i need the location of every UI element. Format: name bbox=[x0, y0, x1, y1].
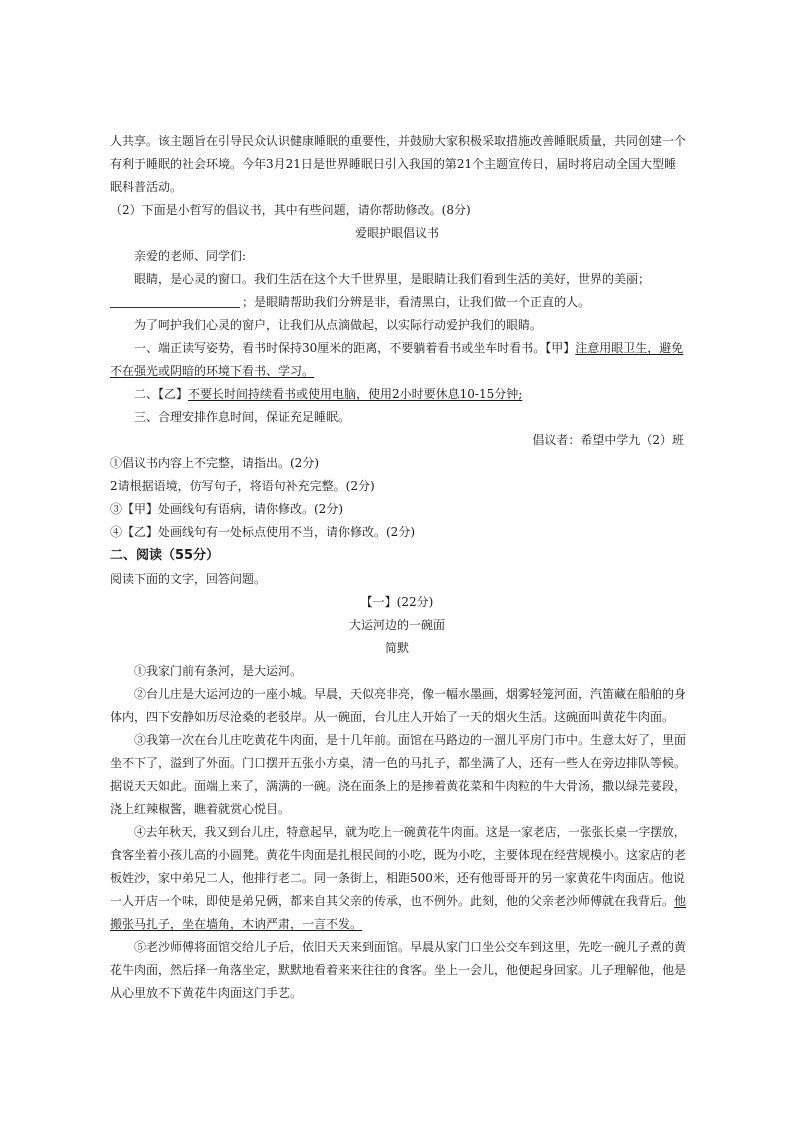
article-paragraph-2-line-2: 体内，四下安静如历尽沧桑的老驳岸。从一碗面，台儿庄人开始了一天的烟火生活。这碗面叫黄花牛肉面。 bbox=[110, 710, 675, 724]
paragraph-4-underlined-end: 搬张马扎子，坐在墙角，木讷严肃，一言不发。 bbox=[110, 917, 363, 931]
article-title: 大运河边的一碗面 bbox=[348, 618, 445, 632]
proposal-paragraph-1-line-1: 眼睛，是心灵的窗口。我们生活在这个大千世界里，是眼睛让我们看到生活的美好，世界的美丽； bbox=[134, 272, 651, 286]
proposal-item-1-line-1 bbox=[134, 340, 683, 356]
proposal-item-2 bbox=[134, 386, 522, 402]
article-paragraph-4-line-4 bbox=[110, 893, 686, 909]
article-author: 简默 bbox=[384, 641, 409, 655]
article-paragraph-3-line-3: 据说天天如此。面端上来了，满满的一碗。浇在面条上的是掺着黄花菜和牛肉粒的牛大骨汤，撒以绿芫荽段， bbox=[110, 779, 687, 793]
intro-line-2: 有利于睡眠的社会环境。今年3月21日是世界睡眠日引入我国的第21个主题宣传日，届时将启动全国大型睡 bbox=[110, 157, 677, 171]
intro-line-1: 人共享。该主题旨在引导民众认识健康睡眠的重要性，并鼓励大家积极采取措施改善睡眠质量，共同创建一个 bbox=[110, 134, 687, 148]
paragraph-4-underlined-start: 他 bbox=[674, 894, 687, 908]
proposal-greeting: 亲爱的老师、同学们: bbox=[134, 249, 247, 263]
article-paragraph-5-line-2: 花牛肉面，然后择一角落坐定，默默地看着来来往往的食客。坐上一会儿，他便起身回家。儿子理解他，他是 bbox=[110, 963, 687, 977]
fill-in-blank[interactable] bbox=[110, 295, 240, 308]
proposal-signature: 倡议者：希望中学九（2）班 bbox=[532, 433, 684, 447]
intro-line-3: 眠科普活动。 bbox=[110, 180, 183, 194]
proposal-item-3: 三、合理安排作息时间，保证充足睡眠。 bbox=[134, 410, 351, 424]
article-paragraph-1: ①我家门前有条河，是大运河。 bbox=[134, 664, 303, 678]
article-paragraph-4-line-2: 食客坐着小孩儿高的小圆凳。黄花牛肉面是扎根民间的小吃，既为小吃，主要体现在经营规模小。这家店的老 bbox=[110, 848, 687, 862]
article-paragraph-4-line-3: 板姓沙，家中弟兄二人，他排行老二。同一条街上，相距500米，还有他哥哥开的另一家黄花牛肉面店。他说 bbox=[110, 871, 685, 885]
reading-part-label: 【一】(22分) bbox=[360, 595, 434, 609]
proposal-item-1-text: 一、端正读写姿势，看书时保持30厘米的距离，不要躺着看书或坐车时看书。【甲】 bbox=[134, 341, 576, 355]
sub-question-3: ③【甲】处画线句有语病，请你修改。(2分) bbox=[110, 502, 343, 516]
proposal-paragraph-1-continuation: ；是眼睛帮助我们分辨是非，看清黑白，让我们做一个正直的人。 bbox=[242, 295, 591, 309]
item-2-label: 二、【乙】 bbox=[134, 387, 189, 401]
proposal-paragraph-2: 为了呵护我们心灵的窗户，让我们从点滴做起，以实际行动爱护我们的眼睛。 bbox=[134, 318, 543, 332]
article-paragraph-4-line-1: ④去年秋天，我又到台儿庄，特意起早，就为吃上一碗黄花牛肉面。这是一家老店，一张张长桌一字摆放， bbox=[134, 825, 686, 839]
sub-question-1: ①倡议书内容上不完整，请指出。(2分) bbox=[110, 456, 319, 470]
article-paragraph-3-line-1: ③我第一次在台儿庄吃黄花牛肉面，是十几年前。面馆在马路边的一溜儿平房门市中。生意太好了，里面 bbox=[134, 733, 687, 747]
reading-instruction: 阅读下面的文字，回答问题。 bbox=[110, 572, 267, 586]
sub-question-4: ④【乙】处画线句有一处标点使用不当，请你修改。(2分) bbox=[110, 525, 416, 539]
article-paragraph-2-line-1: ②台儿庄是大运河边的一座小城。早晨，天似亮非亮，像一幅水墨画，烟雾轻笼河面，汽笛藏在船舶的身 bbox=[134, 687, 687, 701]
item-1-underlined-start: 注意用眼卫生，避免 bbox=[575, 341, 684, 355]
proposal-title: 爱眼护眼倡议书 bbox=[354, 226, 439, 240]
paragraph-4-text: 一人开店一个味，即使是弟兄俩，都来自其父亲的传承，也不例外。此刻，他的父亲老沙师傅就在我背后。 bbox=[110, 894, 675, 908]
proposal-paragraph-1-line-2 bbox=[110, 294, 590, 310]
question-2-prompt: （2）下面是小哲写的倡议书，其中有些问题，请你帮助修改。(8分) bbox=[110, 203, 471, 217]
section-heading-reading: 二、阅读（55分） bbox=[110, 548, 220, 563]
item-2-underlined: 不要长时间持续看书或使用电脑，使用2小时要休息10-15分钟; bbox=[188, 387, 523, 401]
article-paragraph-5-line-3: 从心里放不下黄花牛肉面这门手艺。 bbox=[110, 986, 303, 1000]
article-paragraph-3-line-4: 浇上红辣椒酱，瞧着就赏心悦目。 bbox=[110, 802, 291, 816]
article-paragraph-5-line-1: ⑤老沙师傅将面馆交给儿子后，依旧天天来到面馆。早晨从家门口坐公交车到这里，先吃一碗儿子煮的黄 bbox=[134, 940, 687, 954]
item-1-underlined-end: 不在强光或阴暗的环境下看书、学习。 bbox=[110, 364, 315, 378]
sub-question-2: 2请根据语境，仿写句子，将语句补充完整。(2分) bbox=[110, 479, 375, 493]
article-paragraph-3-line-2: 坐不下了，溢到了外面。门口摆开五张小方桌，清一色的马扎子，都坐满了人，还有一些人在旁边排队等候。 bbox=[110, 756, 687, 770]
